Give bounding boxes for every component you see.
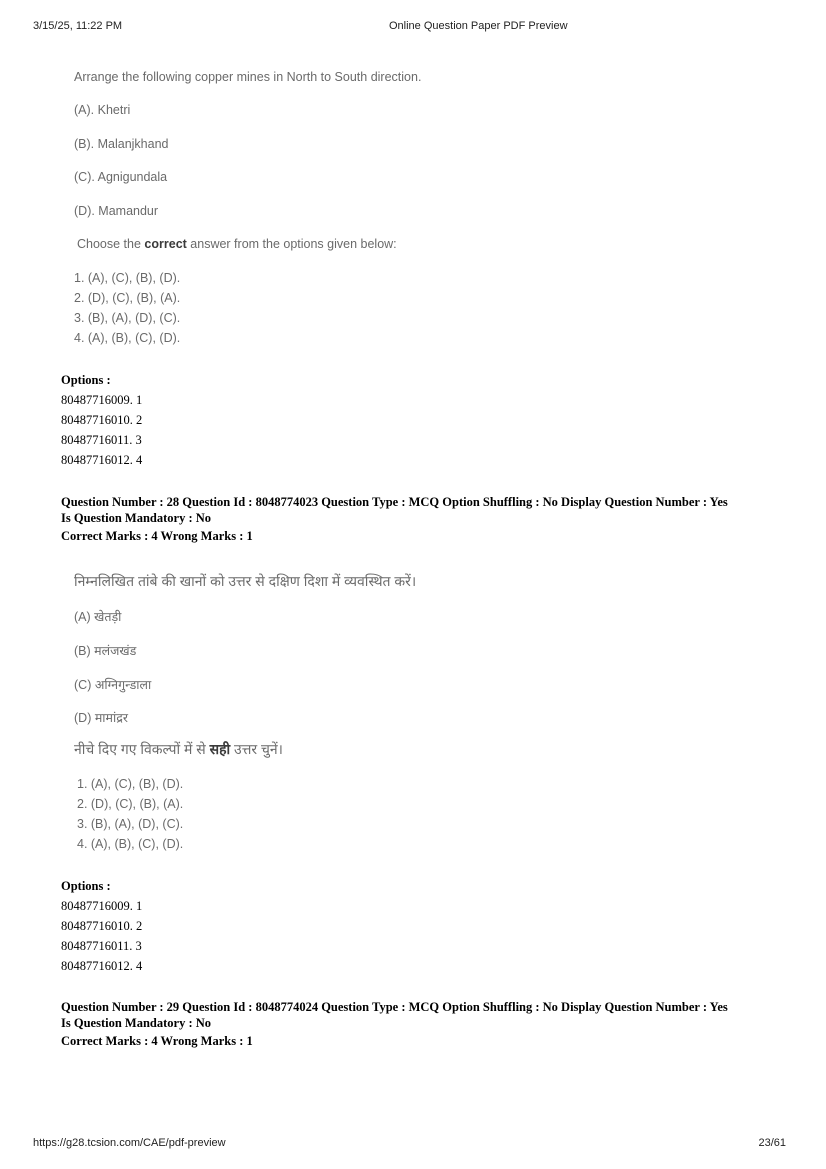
option-row: 80487716012. 4 (61, 453, 143, 467)
question-28-options (61, 876, 142, 976)
option-row: 80487716010. 2 (61, 413, 143, 427)
option-row: 80487716009. 1 (61, 393, 143, 407)
answer-choice: 2. (D), (C), (B), (A). (74, 291, 181, 305)
list-item: (B). Malanjkhand (74, 137, 169, 151)
page-number: 23/61 (758, 1137, 786, 1149)
question-meta-line: Question Number : 28 Question Id : 8048774023 Question Type : MCQ Option Shuffling : No Display Question Number : Yes (61, 495, 728, 509)
question-marks: Correct Marks : 4 Wrong Marks : 1 (61, 529, 253, 543)
question-mandatory: Is Question Mandatory : No (61, 1016, 212, 1030)
question-29-meta (61, 999, 791, 1049)
question-mandatory: Is Question Mandatory : No (61, 511, 212, 525)
options-label: Options : (61, 879, 111, 893)
list-item: (D) मामांद्रर (74, 711, 129, 725)
option-row: 80487716011. 3 (61, 939, 142, 953)
list-item: (D). Mamandur (74, 204, 159, 218)
list-item: (A). Khetri (74, 103, 131, 117)
question-27-options (61, 370, 142, 470)
page-url: https://g28.tcsion.com/CAE/pdf-preview (33, 1137, 226, 1149)
question-28-meta (61, 494, 791, 544)
answer-choice: 3. (B), (A), (D), (C). (77, 817, 184, 831)
question-stem: निम्नलिखित तांबे की खानों को उत्तर से दक्षिण दिशा में व्यवस्थित करें। (74, 573, 417, 589)
list-item: (B) मलंजखंड (74, 644, 137, 658)
question-marks: Correct Marks : 4 Wrong Marks : 1 (61, 1034, 253, 1048)
option-row: 80487716012. 4 (61, 959, 143, 973)
choose-instruction: Choose the correct answer from the options given below: (77, 237, 397, 251)
option-row: 80487716011. 3 (61, 433, 142, 447)
choose-instruction: नीचे दिए गए विकल्पों में से सही उत्तर चुनें। (74, 741, 283, 757)
answer-choice: 4. (A), (B), (C), (D). (77, 837, 184, 851)
option-row: 80487716009. 1 (61, 899, 143, 913)
answer-choice: 1. (A), (C), (B), (D). (77, 777, 184, 791)
print-title: Online Question Paper PDF Preview (389, 20, 568, 32)
answer-choice: 3. (B), (A), (D), (C). (74, 311, 181, 325)
list-item: (C) अग्निगुन्डाला (74, 678, 152, 692)
options-label: Options : (61, 373, 111, 387)
answer-choice: 4. (A), (B), (C), (D). (74, 331, 181, 345)
answer-choice: 1. (A), (C), (B), (D). (74, 271, 181, 285)
list-item: (C). Agnigundala (74, 170, 168, 184)
question-meta-line: Question Number : 29 Question Id : 8048774024 Question Type : MCQ Option Shuffling : No Display Question Number : Yes (61, 1000, 728, 1014)
option-row: 80487716010. 2 (61, 919, 143, 933)
answer-choice: 2. (D), (C), (B), (A). (77, 797, 184, 811)
question-stem: Arrange the following copper mines in North to South direction. (74, 70, 422, 84)
list-item: (A) खेतड़ी (74, 610, 122, 624)
print-datetime: 3/15/25, 11:22 PM (33, 20, 123, 32)
